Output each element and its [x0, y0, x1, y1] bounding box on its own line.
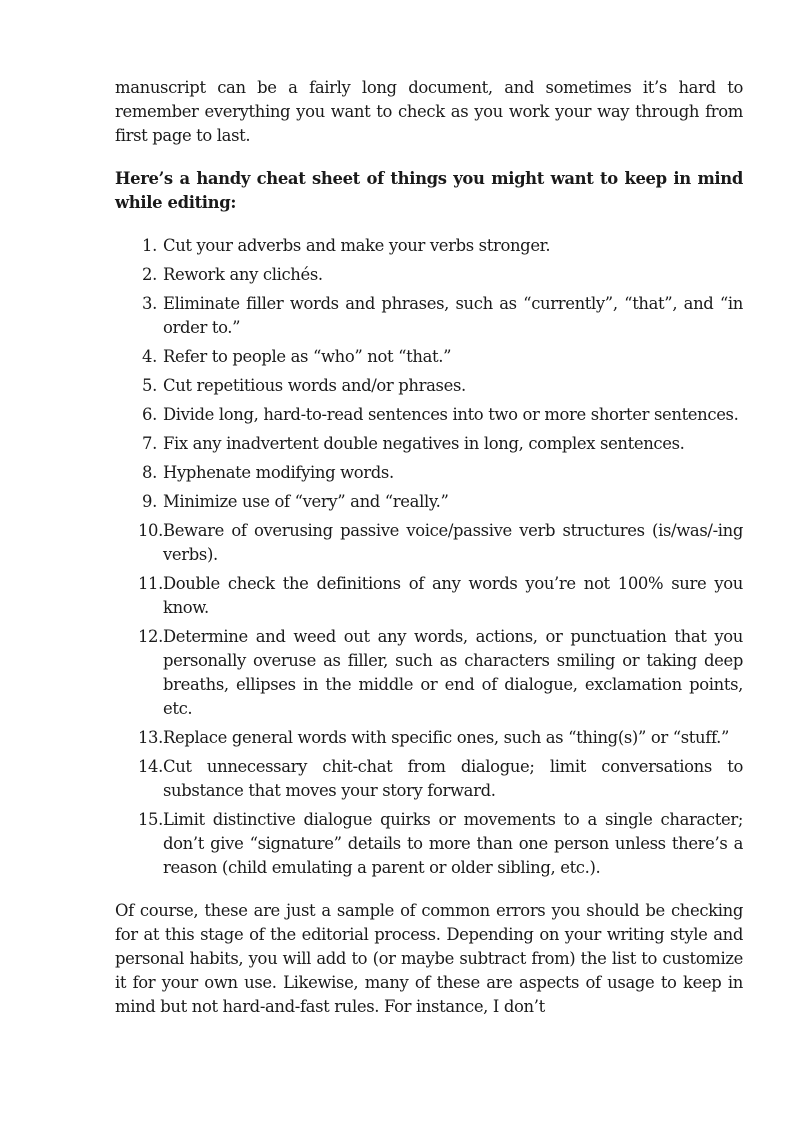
cheat-sheet-heading: Here’s a handy cheat sheet of things you might want to keep in mind while editing: — [115, 169, 743, 212]
list-item-text: Cut repetitious words and/or phrases. — [163, 376, 466, 395]
list-item — [115, 234, 743, 258]
document-page — [115, 76, 743, 1019]
closing-paragraph: Of course, these are just a sample of common errors you should be checking for at this stage of the editorial process. Depending on your writing style and personal habits, you will add to (or maybe subtract from) the list to customize it for your own use. Likewise, many of these are aspects of usage to keep in mind but not hard-and-fast rules. For instance, I don’t — [115, 901, 743, 1016]
list-item — [115, 755, 743, 803]
list-item — [115, 403, 743, 427]
list-item-text: Cut unnecessary chit-chat from dialogue; limit conversations to substance that moves your story forward. — [163, 757, 743, 800]
list-item — [115, 519, 743, 567]
list-item-text: Fix any inadvertent double negatives in long, complex sentences. — [163, 434, 685, 453]
list-item-number: 15. — [137, 810, 163, 829]
list-item — [115, 292, 743, 340]
list-item-number: 11. — [137, 574, 163, 593]
list-item-text: Rework any clichés. — [163, 265, 323, 284]
list-item-text: Minimize use of “very” and “really.” — [163, 492, 449, 511]
intro-paragraph: manuscript can be a fairly long document, and sometimes it’s hard to remember everything you want to check as you work your way through from first page to last. — [115, 78, 743, 145]
list-item — [115, 345, 743, 369]
list-item — [115, 726, 743, 750]
list-item-number: 12. — [137, 627, 163, 646]
list-item — [115, 572, 743, 620]
list-item — [115, 625, 743, 721]
cheat-sheet-list — [115, 234, 743, 880]
list-item — [115, 263, 743, 287]
list-item — [115, 374, 743, 398]
list-item-text: Determine and weed out any words, actions, or punctuation that you personally overuse as filler, such as characters smiling or taking deep breaths, ellipses in the middle or end of dialogue, exclamation points, etc. — [163, 627, 743, 718]
list-item-text: Beware of overusing passive voice/passive verb structures (is/was/-ing verbs). — [163, 521, 743, 564]
list-item-number: 10. — [137, 521, 163, 540]
list-item-number: 4. — [142, 347, 157, 366]
list-item-text: Limit distinctive dialogue quirks or movements to a single character; don’t give “signature” details to more than one person unless there’s a reason (child emulating a parent or older sibling, etc.). — [163, 810, 743, 877]
list-item-number: 6. — [142, 405, 157, 424]
list-item-number: 8. — [142, 463, 157, 482]
list-item-text: Cut your adverbs and make your verbs stronger. — [163, 236, 551, 255]
list-item-text: Eliminate filler words and phrases, such as “currently”, “that”, and “in order to.” — [163, 294, 743, 337]
list-item-number: 9. — [142, 492, 157, 511]
list-item-number: 13. — [137, 728, 163, 747]
list-item-number: 1. — [142, 236, 157, 255]
list-item-number: 5. — [142, 376, 157, 395]
list-item — [115, 461, 743, 485]
list-item-number: 7. — [142, 434, 157, 453]
list-item — [115, 432, 743, 456]
list-item-number: 3. — [142, 294, 157, 313]
list-item-number: 14. — [137, 757, 163, 776]
list-item-text: Double check the definitions of any words you’re not 100% sure you know. — [163, 574, 743, 617]
list-item — [115, 490, 743, 514]
list-item-text: Hyphenate modifying words. — [163, 463, 394, 482]
list-item — [115, 808, 743, 880]
list-item-text: Refer to people as “who” not “that.” — [163, 347, 452, 366]
list-item-number: 2. — [142, 265, 157, 284]
list-item-text: Replace general words with specific ones, such as “thing(s)” or “stuff.” — [163, 728, 729, 747]
list-item-text: Divide long, hard-to-read sentences into two or more shorter sentences. — [163, 405, 739, 424]
